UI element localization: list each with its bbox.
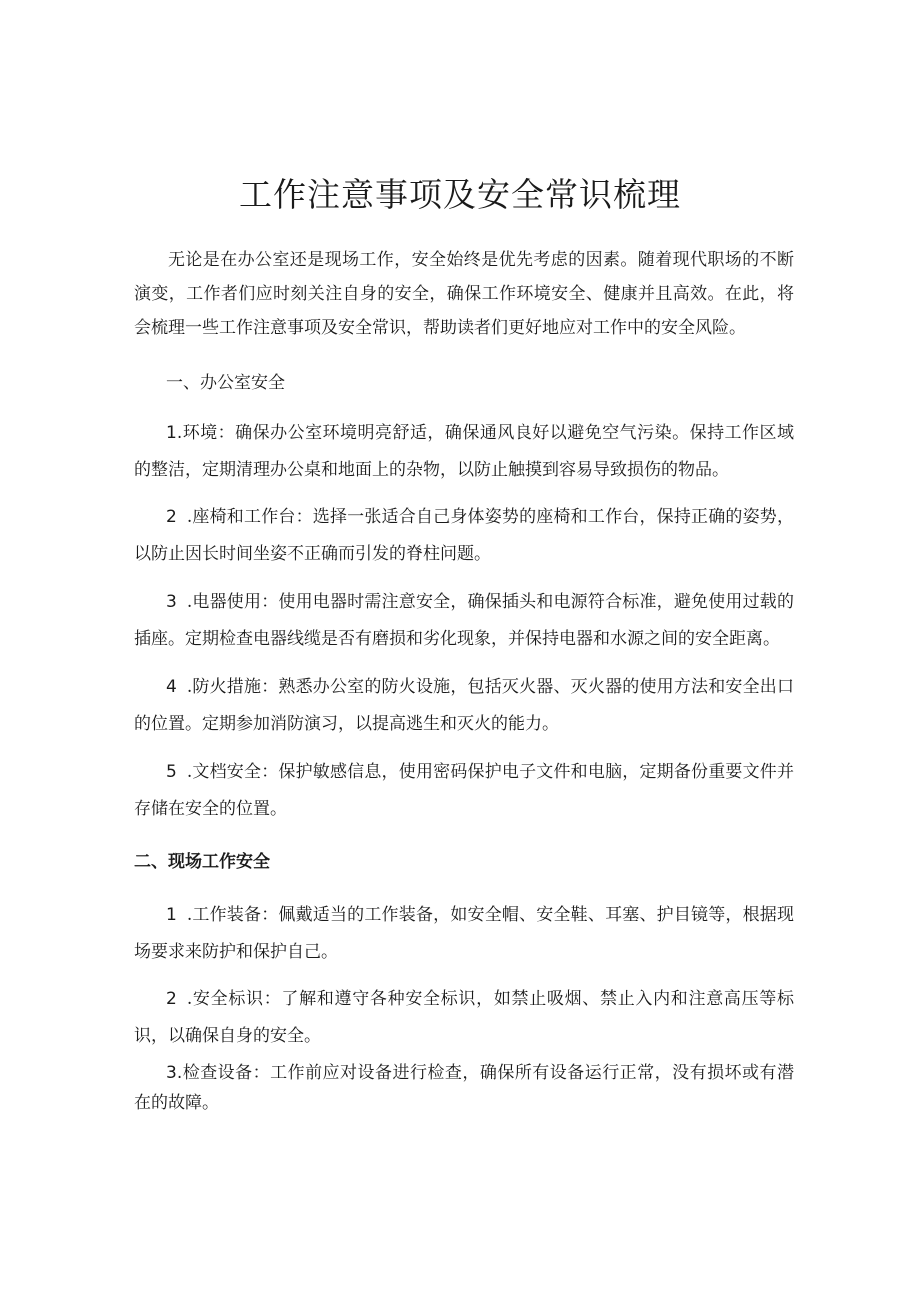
item-number: 3 [166, 592, 177, 612]
item-text: 环境：确保办公室环境明亮舒适，确保通风良好以避免空气污染。保持工作区域的整洁，定期清理办公桌和地面上的杂物，以防止触摸到容易导致损伤的物品。 [134, 423, 794, 480]
list-item [134, 499, 794, 573]
item-number: 5 [166, 762, 177, 782]
item-number: 2 [166, 989, 177, 1009]
item-text: .工作装备：佩戴适当的工作装备，如安全帽、安全鞋、耳塞、护目镜等，根据现场要求来防护和保护自己。 [134, 905, 794, 962]
section-heading-site: 二、现场工作安全 [134, 852, 270, 872]
item-text: .电器使用：使用电器时需注意安全，确保插头和电源符合标准，避免使用过载的插座。定期检查电器线缆是否有磨损和劣化现象，并保持电器和水源之间的安全距离。 [134, 592, 794, 649]
item-text: .座椅和工作台：选择一张适合自己身体姿势的座椅和工作台，保持正确的姿势，以防止因长时间坐姿不正确而引发的脊柱问题。 [134, 507, 794, 564]
intro-paragraph: 无论是在办公室还是现场工作，安全始终是优先考虑的因素。随着现代职场的不断演变，工作者们应时刻关注自身的安全，确保工作环境安全、健康并且高效。在此，将会梳理一些工作注意事项及安全常识，帮助读者们更好地应对工作中的安全风险。 [134, 250, 794, 338]
item-number: 2 [166, 507, 177, 527]
list-item [134, 981, 794, 1055]
list-item [134, 754, 794, 828]
item-number: 4 [166, 677, 177, 697]
list-item [134, 897, 794, 971]
item-text: .安全标识：了解和遵守各种安全标识，如禁止吸烟、禁止入内和注意高压等标识，以确保自身的安全。 [134, 989, 794, 1046]
item-number: 1. [166, 423, 183, 443]
item-text: .防火措施：熟悉办公室的防火设施，包括灭火器、灭火器的使用方法和安全出口的位置。定期参加消防演习，以提高逃生和灭火的能力。 [134, 677, 794, 734]
list-item [134, 584, 794, 658]
item-number: 3. [166, 1063, 183, 1083]
item-text: .文档安全：保护敏感信息，使用密码保护电子文件和电脑，定期备份重要文件并存储在安全的位置。 [134, 762, 794, 819]
item-text: 检查设备：工作前应对设备进行检查，确保所有设备运行正常，没有损坏或有潜在的故障。 [134, 1063, 794, 1113]
item-number: 1 [166, 905, 177, 925]
list-item [134, 1058, 794, 1118]
list-item [134, 415, 794, 489]
section-heading-office: 一、办公室安全 [166, 373, 285, 393]
document-title: 工作注意事项及安全常识梳理 [239, 175, 681, 214]
list-item [134, 669, 794, 743]
